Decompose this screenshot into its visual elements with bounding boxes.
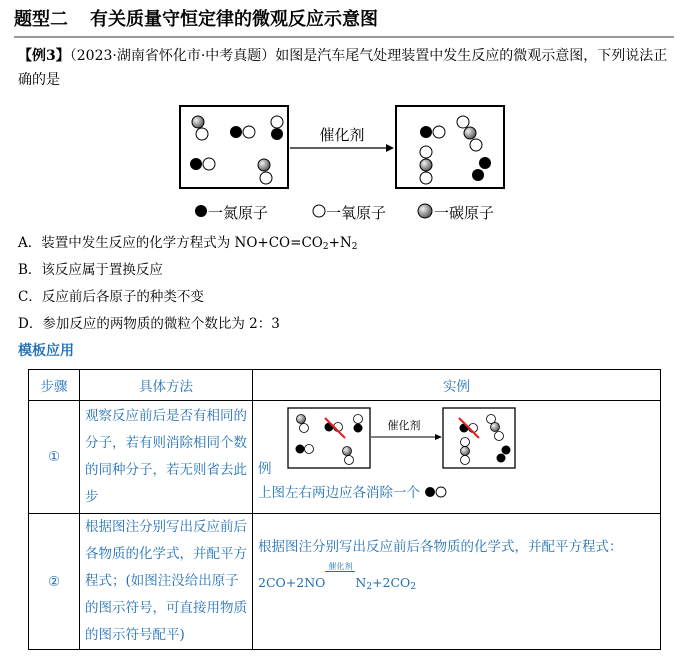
no-molecule-icon xyxy=(424,486,448,498)
title-part2: 有关质量守恒定律的微观反应示意图 xyxy=(90,9,378,30)
option-d[interactable]: D．参加反应的两物质的微粒个数比为 2：3 xyxy=(18,316,280,332)
section-title: 模板应用 xyxy=(18,343,74,359)
answer-options xyxy=(18,230,658,338)
carbon-atom-icon xyxy=(418,204,432,218)
page-title xyxy=(14,6,674,38)
method-text: 根据图注分别写出反应前后各物质的化学式，并配平方程式；(如图注没给出原子的图示符号，可直接用物质的图示符号配平) xyxy=(80,514,253,650)
template-table xyxy=(28,369,661,650)
option-a[interactable]: A．装置中发生反应的化学方程式为 $NO+CO=CO_2+N_2$ xyxy=(18,235,358,252)
table-header-row xyxy=(29,370,661,401)
example-cell xyxy=(253,514,661,650)
co2-molecule xyxy=(420,146,432,184)
mini-reaction-diagram xyxy=(287,407,517,469)
example-tag: 【例3】 xyxy=(18,48,70,64)
title-part1: 题型二 xyxy=(14,9,68,30)
option-b[interactable]: B．该反应属于置换反应 xyxy=(18,262,163,278)
header-step: 步骤 xyxy=(29,370,80,401)
example-text-1: 例 xyxy=(258,461,272,477)
equation-instruction: 根据图注分别写出反应前后各物质的化学式，并配平方程式： xyxy=(258,539,623,555)
table-row xyxy=(29,514,661,650)
example-question xyxy=(18,44,674,92)
example-cell xyxy=(253,401,661,514)
nitrogen-atom-icon xyxy=(195,205,207,217)
step-number: ② xyxy=(29,514,80,650)
example-text-2: 上图左右两边应各消除一个 xyxy=(258,483,448,503)
after-box xyxy=(396,106,504,188)
step-number: ① xyxy=(29,401,80,514)
legend-oxygen: 一氧原子 xyxy=(326,204,387,222)
mini-catalyst-label: 催化剂 xyxy=(387,419,421,432)
option-c[interactable]: C．反应前后各原子的种类不变 xyxy=(18,289,204,305)
example-text: （2023·湖南省怀化市·中考真题）如图是汽车尾气处理装置中发生反应的微观示意图，下列说法正确的是 xyxy=(18,48,668,88)
header-method: 具体方法 xyxy=(80,370,253,401)
balanced-equation: 2CO+2NO 催化剂 $N_2+2CO_2$ xyxy=(258,562,417,592)
arrow-head xyxy=(386,144,394,152)
equation-arrow: 催化剂 xyxy=(325,572,355,594)
oxygen-atom-icon xyxy=(313,205,325,217)
header-example: 实例 xyxy=(253,370,661,401)
legend-nitrogen: 一氮原子 xyxy=(208,204,269,222)
legend-carbon: 一碳原子 xyxy=(434,204,495,222)
method-text: 观察反应前后是否有相同的分子，若有则消除相同个数的同种分子，若无则省去此步 xyxy=(80,401,253,514)
table-row xyxy=(29,401,661,514)
catalyst-label: 催化剂 xyxy=(319,126,365,144)
